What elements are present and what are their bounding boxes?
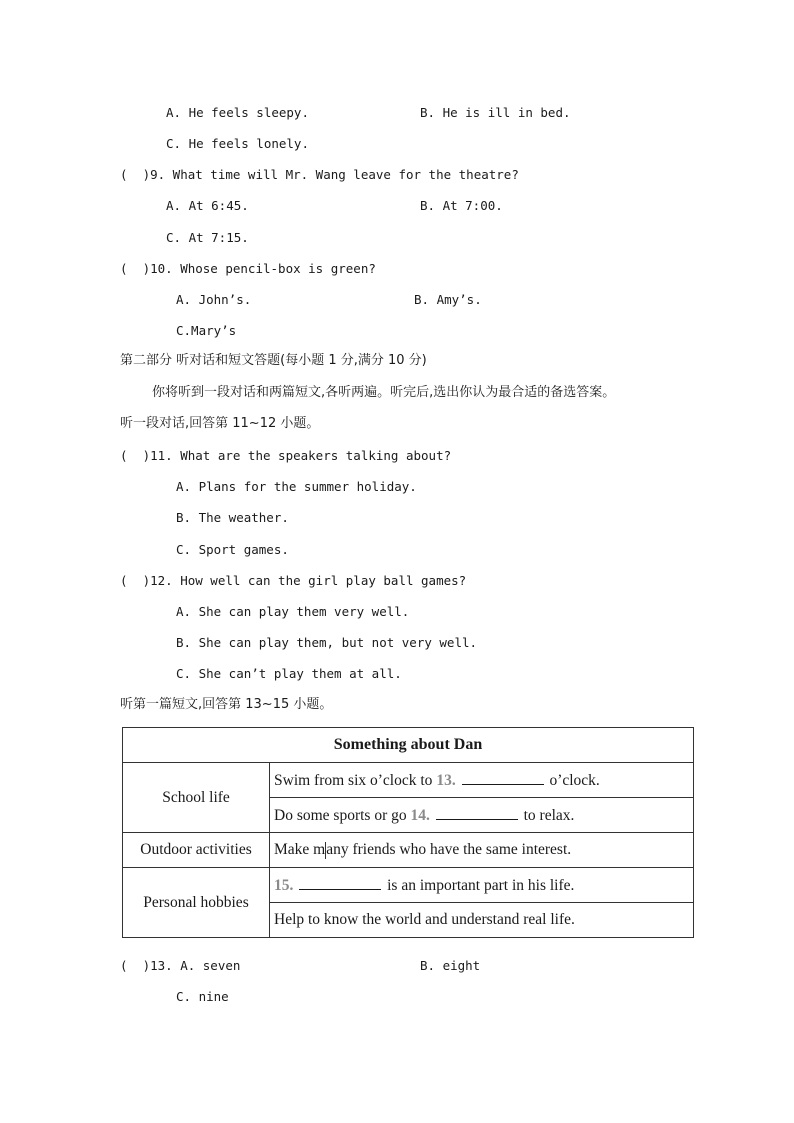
part2-instruction: 你将听到一段对话和两篇短文,各听两遍。听完后,选出你认为最合适的备选答案。 xyxy=(152,385,616,400)
row3-text-start: Make m xyxy=(274,841,326,858)
q13-option-c: C. nine xyxy=(176,989,229,1004)
part2-heading: 第二部分 听对话和短文答题(每小题 1 分,满分 10 分) xyxy=(120,353,427,368)
q11-stem: ( )11. What are the speakers talking about? xyxy=(120,448,452,463)
row4-text: is an important part in his life. xyxy=(387,877,575,894)
table-row-swim xyxy=(270,763,694,798)
q10-option-c: C.Mary’s xyxy=(176,323,237,338)
q9-option-a: A. At 6:45. xyxy=(166,198,249,213)
category-outdoor-activities: Outdoor activities xyxy=(123,833,270,868)
category-personal-hobbies: Personal hobbies xyxy=(123,868,270,938)
blank-number-14: 14. xyxy=(410,807,430,824)
passage1-intro: 听第一篇短文,回答第 13~15 小题。 xyxy=(120,697,333,712)
q8-option-a: A. He feels sleepy. xyxy=(166,105,309,120)
dan-info-table xyxy=(122,727,694,938)
row1-text: Swim from six o’clock to xyxy=(274,772,433,789)
blank-number-13: 13. xyxy=(436,772,456,789)
q11-option-a: A. Plans for the summer holiday. xyxy=(176,479,417,494)
q11-option-b: B. The weather. xyxy=(176,510,289,525)
q10-option-a: A. John’s. xyxy=(176,292,252,307)
q10-stem: ( )10. Whose pencil-box is green? xyxy=(120,261,376,276)
q13-stem: ( )13. A. seven xyxy=(120,958,241,973)
row3-text-end: any friends who have the same interest. xyxy=(326,841,572,858)
q12-option-a: A. She can play them very well. xyxy=(176,604,410,619)
q11-option-c: C. Sport games. xyxy=(176,542,289,557)
answer-blank-13[interactable] xyxy=(462,770,544,785)
dialogue-intro: 听一段对话,回答第 11~12 小题。 xyxy=(120,416,320,431)
q8-option-b: B. He is ill in bed. xyxy=(420,105,571,120)
row2-text-end: to relax. xyxy=(523,807,575,824)
q9-stem: ( )9. What time will Mr. Wang leave for the theatre? xyxy=(120,167,519,182)
table-row-sports xyxy=(270,798,694,833)
table-row-world: Help to know the world and understand real life. xyxy=(270,903,694,938)
q13-option-b: B. eight xyxy=(420,958,481,973)
q9-option-c: C. At 7:15. xyxy=(166,230,249,245)
answer-blank-14[interactable] xyxy=(436,805,518,820)
blank-number-15: 15. xyxy=(274,877,294,894)
row1-text-end: o’clock. xyxy=(549,772,600,789)
table-row-friends xyxy=(270,833,694,868)
q12-option-c: C. She can’t play them at all. xyxy=(176,666,402,681)
q9-option-b: B. At 7:00. xyxy=(420,198,503,213)
table-row-hobby xyxy=(270,868,694,903)
row2-text: Do some sports or go xyxy=(274,807,407,824)
answer-blank-15[interactable] xyxy=(299,875,381,890)
table-title: Something about Dan xyxy=(123,728,694,763)
q8-option-c: C. He feels lonely. xyxy=(166,136,309,151)
q10-option-b: B. Amy’s. xyxy=(414,292,482,307)
q12-option-b: B. She can play them, but not very well. xyxy=(176,635,478,650)
category-school-life: School life xyxy=(123,763,270,833)
q12-stem: ( )12. How well can the girl play ball games? xyxy=(120,573,467,588)
